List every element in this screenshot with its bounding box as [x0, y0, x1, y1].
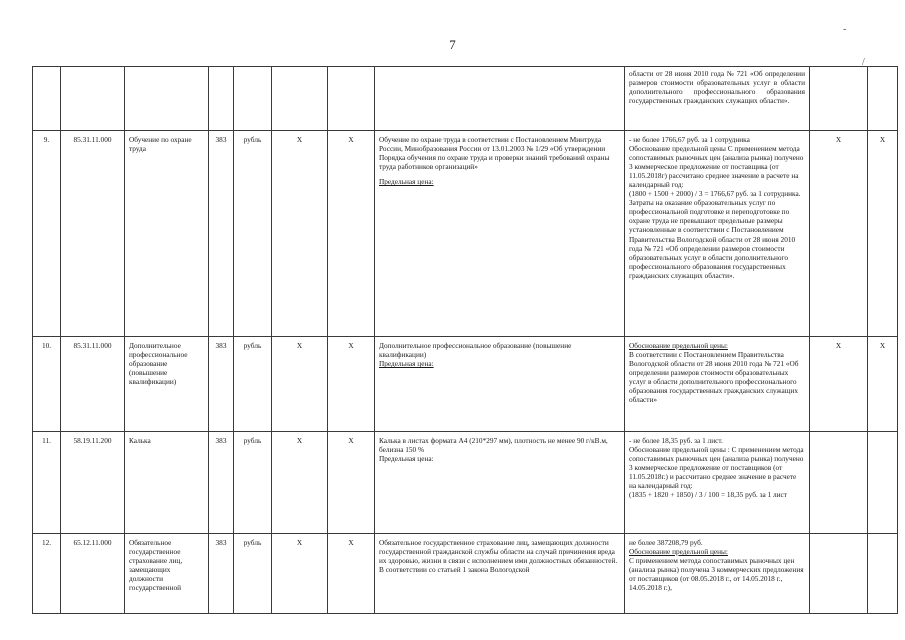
item-description: [375, 337, 625, 432]
item-name: Калька: [125, 432, 209, 534]
unit-name: рубль: [234, 131, 272, 337]
item-description: [375, 131, 625, 337]
mark-x: X: [328, 131, 375, 337]
item-description: [375, 432, 625, 534]
description-text: В соответствии со статьей 1 закона Вологодской: [379, 565, 530, 575]
item-name: Обязательное государственное страхование лиц, замещающих должности государственной: [125, 534, 209, 614]
procurement-table: [32, 66, 898, 614]
row-number: 10.: [33, 337, 61, 432]
mark-x: X: [868, 337, 898, 432]
mark-x: [868, 534, 898, 614]
okei-code: 383: [209, 534, 234, 614]
price-justification: - не более 18,35 руб. за 1 лист. Обоснование предельной цены : С применением метода сопоставимых рыночных цен (анализа рынка) получено 3 коммерческое предложение от поставщиков (от 11.05.2018г.) и рассчитано среднее значение в расчете на календарный год: (1835 + 1820 + 1850) / 3 / 100 = 18,35 руб. за 1 лист: [625, 432, 810, 534]
okpd-code: 58.19.11.200: [61, 432, 125, 534]
mark-x: X: [328, 337, 375, 432]
table-row: [33, 131, 898, 337]
mark-x: X: [810, 337, 868, 432]
okei-code: 383: [209, 337, 234, 432]
description-text: Обязательное государственное страхование лиц, замещающих должности государственной гражданской службы области на случай причинения вреда их здоровью, жизни в связи с исполнением ими должностных обязанностей.: [379, 538, 618, 566]
item-name: Дополнительное профессиональное образование (повышение квалификации): [125, 337, 209, 432]
row-number: 12.: [33, 534, 61, 614]
price-justification: Обоснование предельной цены: В соответствии с Постановлением Правительства Вологодской области от 28 июня 2010 года № 721 «Об определении размеров стоимости образовательных услуг в области дополнительного профессионального образования государственных гражданских служащих области»: [625, 337, 810, 432]
mark-x: [810, 534, 868, 614]
description-text: Калька в листах формата А4 (210*297 мм), плотность не менее 90 г/кВ.м, белизна 150 %: [379, 436, 608, 455]
unit-name: рубль: [234, 337, 272, 432]
okpd-code: 85.31.11.000: [61, 131, 125, 337]
price-justification: не более 387208,79 руб. Обоснование предельной цены: С применением метода сопоставимых рыночных цен (анализа рынка) получена 3 коммерческих предложения от поставщиков (от 08.05.2018 г., от 14.05.2018 г., 14.05.2018 г.),: [625, 534, 810, 614]
mark-x: X: [328, 432, 375, 534]
corner-mark-2: /: [862, 57, 865, 68]
okei-code: 383: [209, 432, 234, 534]
page-number: 7: [449, 37, 456, 52]
okpd-code: 85.31.11.000: [61, 337, 125, 432]
mark-x: X: [868, 131, 898, 337]
row-number: 9.: [33, 131, 61, 337]
price-label: Предельная цена:: [379, 177, 434, 187]
table-row: [33, 534, 898, 614]
row-number: 11.: [33, 432, 61, 534]
mark-x: X: [272, 131, 328, 337]
mark-x: X: [272, 337, 328, 432]
table-row-continuation: [33, 67, 898, 131]
item-name: Обучение по охране труда: [125, 131, 209, 337]
price-justification: - не более 1766,67 руб. за 1 сотрудника Обоснование предельной цены С применением метода сопоставимых рыночных цен (анализа рынка) получено 3 коммерческое предложение от поставщика (от 11.05.2018г) рассчитано среднее значение в расчете на календарный год: (1800 + 1500 + 2000) / 3 = 1766,67 руб. за 1 сотрудника. Затраты на оказание образовательных услуг по профессиональной подготовке и переподготовке по охране труда не превышают предельные размеры установленные в соответствии с Постановлением Правительства Вологодской области от 28 июня 2010 года № 721 «Об определении размеров стоимости образовательных услуг в области дополнительного профессионального образования государственных гражданских служащих области».: [625, 131, 810, 337]
okpd-code: 65.12.11.000: [61, 534, 125, 614]
mark-x: X: [272, 534, 328, 614]
mark-x: X: [328, 534, 375, 614]
unit-name: рубль: [234, 534, 272, 614]
corner-mark: -: [843, 24, 847, 35]
table-row: [33, 432, 898, 534]
justification-continuation: области от 28 июня 2010 года № 721 «Об определении размеров стоимости образовательных услуг в области дополнительного профессионального образования государственных гражданских служащих области».: [625, 67, 810, 131]
mark-x: [810, 432, 868, 534]
mark-x: X: [810, 131, 868, 337]
description-text: Дополнительное профессиональное образование (повышение квалификации): [379, 341, 572, 360]
mark-x: X: [272, 432, 328, 534]
okei-code: 383: [209, 131, 234, 337]
description-text: Обучение по охране труда в соответствии с Постановлением Минтруда России, Минобразования России от 13.01.2003 № 1/29 «Об утверждении Порядка обучения по охране труда и проверки знаний требований охраны труда работников организаций»: [379, 135, 610, 172]
table-row: [33, 337, 898, 432]
price-label: Предельная цена:: [379, 359, 434, 369]
price-label: Предельная цена:: [379, 454, 434, 464]
unit-name: рубль: [234, 432, 272, 534]
mark-x: [868, 432, 898, 534]
item-description: [375, 534, 625, 614]
